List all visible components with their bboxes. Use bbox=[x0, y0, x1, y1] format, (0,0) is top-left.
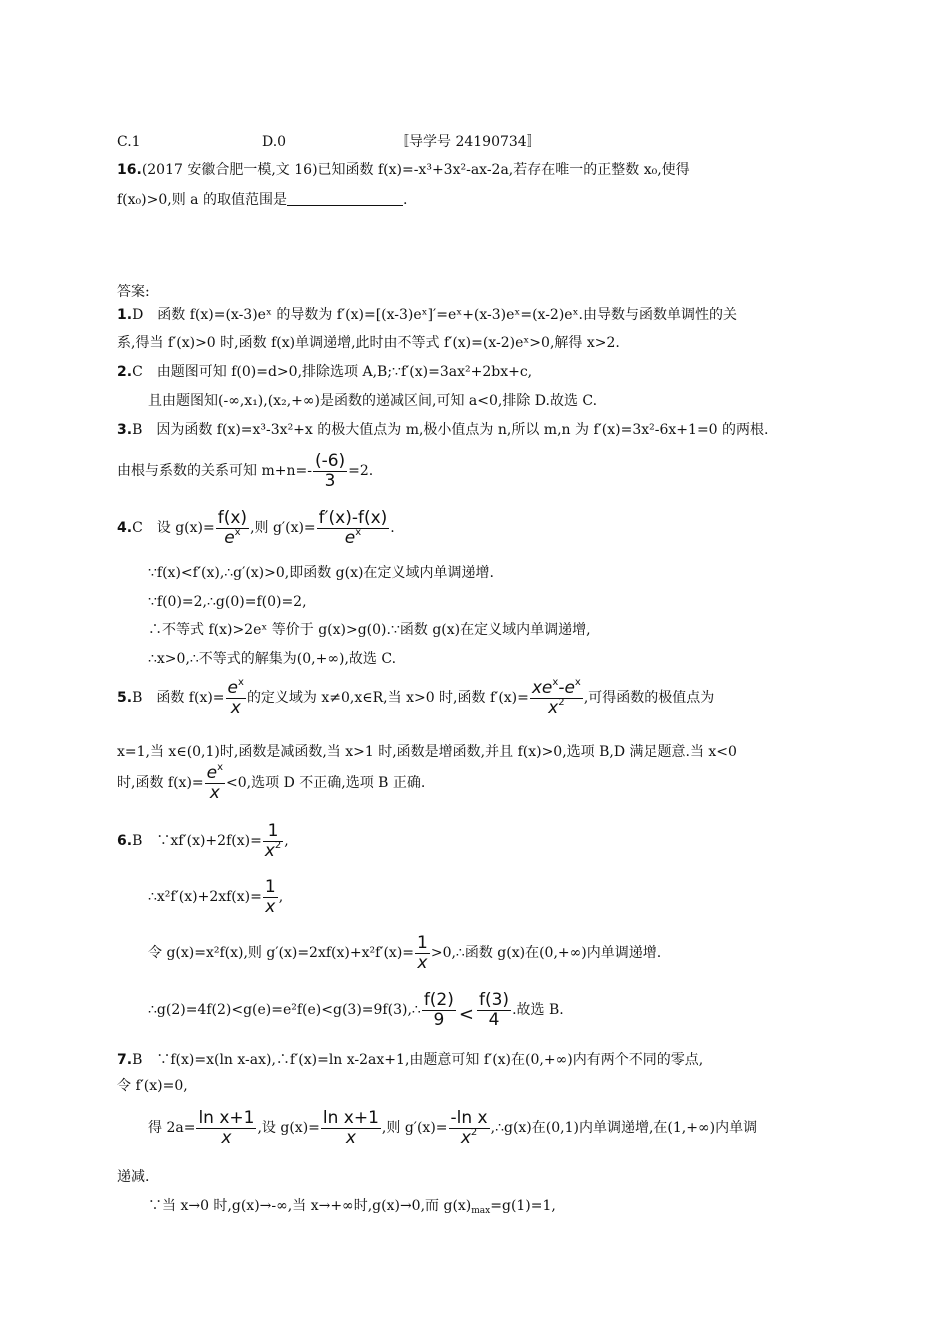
frac-den-base: e bbox=[344, 527, 356, 548]
q16-text1: (2017 安徽合肥一模,文 16)已知函数 f(x)=-x³+3x²-ax-2a,若存在唯一的正整数 x₀,使得 bbox=[141, 162, 690, 178]
answer-5-l3-post: <0,选项 D 不正确,选项 B 正确. bbox=[226, 775, 426, 791]
answer-6-l2-pre: ∴x²f′(x)+2xf(x)= bbox=[148, 889, 262, 905]
frac-num: ln x+1 bbox=[198, 1107, 255, 1128]
frac-num bbox=[226, 676, 246, 699]
answer-5-pre: B 函数 f(x)= bbox=[132, 690, 225, 706]
fraction-f2-over-9 bbox=[422, 991, 456, 1030]
answer-7-line1 bbox=[117, 1050, 703, 1070]
frac-den-var: x bbox=[264, 840, 275, 861]
fraction-f3-over-4 bbox=[477, 991, 511, 1030]
frac-num-exp-a: x bbox=[552, 676, 559, 688]
answer-5-end: ,可得函数的极值点为 bbox=[583, 690, 715, 706]
fraction-1-over-x-2 bbox=[415, 934, 430, 973]
frac-num: ln x+1 bbox=[322, 1107, 379, 1128]
answer-4-line1 bbox=[117, 505, 395, 551]
answer-5-line3 bbox=[117, 760, 425, 806]
fraction-derivative-ex-over-x bbox=[530, 676, 583, 718]
frac-den bbox=[226, 699, 246, 718]
frac-num: f(3) bbox=[478, 989, 510, 1010]
frac-den bbox=[196, 1129, 256, 1148]
answer-7-line2: 令 f′(x)=0, bbox=[117, 1078, 188, 1094]
answer-7-l5-post: =g(1)=1, bbox=[490, 1198, 556, 1214]
fraction-fx-over-ex bbox=[216, 509, 249, 548]
answer-blank bbox=[287, 191, 403, 206]
answer-6-l1-pre: B ∵xf′(x)+2f(x)= bbox=[132, 833, 262, 849]
frac-den: 3 bbox=[324, 470, 336, 491]
answer-4-line4: ∴不等式 f(x)>2eˣ 等价于 g(x)>g(0).∵函数 g(x)在定义域内单调递增, bbox=[148, 622, 591, 638]
answer-4-line2: ∵f(x)<f′(x),∴g′(x)>0,即函数 g(x)在定义域内单调递增. bbox=[148, 565, 494, 581]
answer-3-pre: 由根与系数的关系可知 m+n=- bbox=[117, 463, 312, 479]
answer-3-text1: B 因为函数 f(x)=x³-3x²+x 的极大值点为 m,极小值点为 n,所以 m,n 为 f′(x)=3x²-6x+1=0 的两根. bbox=[132, 422, 769, 438]
frac-num bbox=[530, 676, 583, 699]
answer-7-l3-post: ,∴g(x)在(0,1)内单调递增,在(1,+∞)内单调 bbox=[490, 1120, 758, 1136]
frac-num: 1 bbox=[264, 876, 276, 897]
answer-7-l5-sub: max bbox=[471, 1206, 491, 1216]
answer-6-number: 6. bbox=[117, 833, 133, 849]
frac-den-exp: 2 bbox=[470, 1126, 478, 1138]
answer-4-line3: ∵f(0)=2,∴g(0)=f(0)=2, bbox=[148, 594, 307, 610]
fraction-derivative-quotient bbox=[317, 509, 390, 548]
answer-6-line2 bbox=[148, 874, 283, 920]
fraction-neg6-over-3 bbox=[313, 452, 347, 491]
frac-num: f′(x)-f(x) bbox=[318, 507, 388, 528]
frac-num-exp-b: x bbox=[574, 676, 581, 688]
answer-6-l4-post: .故选 B. bbox=[512, 1002, 564, 1018]
answer-4-line5: ∴x>0,∴不等式的解集为(0,+∞),故选 C. bbox=[148, 651, 397, 667]
answer-6-line4 bbox=[148, 987, 564, 1038]
answer-5-line2: x=1,当 x∈(0,1)时,函数是减函数,当 x>1 时,函数是增函数,并且 f(x)>0,选项 B,D 满足题意.当 x<0 bbox=[117, 744, 737, 760]
answer-5-line1 bbox=[117, 675, 714, 721]
q16-line2 bbox=[117, 190, 407, 210]
fraction-1-over-x2 bbox=[263, 822, 283, 861]
answer-1-text1: D 函数 f(x)=(x-3)eˣ 的导数为 f′(x)=[(x-3)eˣ]′=eˣ+(x-3)eˣ=(x-2)eˣ.由导数与函数单调性的关 bbox=[132, 307, 737, 323]
answer-1-line1 bbox=[117, 305, 737, 325]
frac-den bbox=[263, 839, 283, 861]
answer-2-line2: 且由题图知(-∞,x₁),(x₂,+∞)是函数的递减区间,可知 a<0,排除 D.故选 C. bbox=[148, 393, 598, 409]
answer-7-l3-pre: 得 2a= bbox=[148, 1120, 196, 1136]
frac-den-var: x bbox=[548, 697, 559, 718]
frac-den bbox=[415, 954, 430, 973]
frac-den-var: x bbox=[265, 896, 276, 917]
answer-6-line1 bbox=[117, 818, 289, 864]
fraction-ex-over-x-2 bbox=[205, 761, 225, 803]
answers-title: 答案: bbox=[117, 284, 150, 300]
frac-num-exp: x bbox=[238, 676, 244, 688]
fraction-lnx-plus-1-over-x-2 bbox=[321, 1109, 381, 1148]
frac-num bbox=[205, 761, 225, 784]
answer-6-l3-pre: 令 g(x)=x²f(x),则 g′(x)=2xf(x)+x²f′(x)= bbox=[148, 945, 415, 961]
frac-num-exp: x bbox=[217, 761, 224, 773]
frac-den-var: x bbox=[345, 1127, 356, 1148]
frac-den bbox=[216, 526, 249, 548]
answer-6-line3 bbox=[148, 930, 661, 976]
answer-7-l5-pre: ∵当 x→0 时,g(x)→-∞,当 x→+∞时,g(x)→0,而 g(x) bbox=[148, 1198, 472, 1214]
frac-num: 1 bbox=[417, 932, 428, 953]
q15-option-d-wrap bbox=[262, 132, 286, 152]
answer-5-number: 5. bbox=[117, 690, 133, 706]
answer-7-l3-mid2: ,则 g′(x)= bbox=[381, 1120, 448, 1136]
answer-3-number: 3. bbox=[117, 422, 133, 438]
frac-den-exp: x bbox=[234, 526, 241, 538]
frac-num-a: xe bbox=[531, 677, 553, 698]
frac-num: (-6) bbox=[314, 450, 346, 471]
answer-7-number: 7. bbox=[117, 1052, 133, 1068]
frac-den bbox=[317, 526, 390, 548]
q16-line1 bbox=[117, 160, 690, 180]
frac-num-b: -e bbox=[558, 677, 575, 698]
frac-den bbox=[449, 1126, 490, 1148]
answer-7-line3 bbox=[148, 1103, 757, 1153]
answer-3-post: =2. bbox=[348, 463, 374, 479]
answer-2-text1: C 由题图可知 f(0)=d>0,排除选项 A,B;∵f′(x)=3ax²+2bx+c, bbox=[132, 364, 533, 380]
answer-6-l2-post: , bbox=[278, 889, 284, 905]
q16-end: . bbox=[402, 192, 408, 208]
frac-den: 4 bbox=[488, 1009, 500, 1030]
answer-4-pre: C 设 g(x)= bbox=[132, 520, 215, 536]
fraction-neg-lnx-over-x2 bbox=[449, 1109, 490, 1148]
option-c: C.1 bbox=[117, 134, 141, 150]
fraction-1-over-x bbox=[263, 878, 278, 917]
frac-den-var: x bbox=[417, 952, 428, 973]
answer-6-l1-post: , bbox=[284, 833, 289, 849]
frac-den-exp: 2 bbox=[558, 696, 565, 708]
answer-3-line1 bbox=[117, 420, 768, 440]
answer-3-line2 bbox=[117, 448, 373, 494]
frac-num-base: e bbox=[206, 762, 218, 783]
guide-number: 〚导学号 24190734〛 bbox=[395, 134, 541, 150]
answer-2-line1 bbox=[117, 362, 532, 382]
answer-4-end: . bbox=[390, 520, 395, 536]
q16-number: 16. bbox=[117, 162, 142, 178]
frac-den-var: x bbox=[460, 1127, 471, 1148]
frac-num-base: e bbox=[227, 677, 239, 698]
answer-6-l3-post: >0,∴函数 g(x)在(0,+∞)内单调递增. bbox=[430, 945, 662, 961]
fraction-lnx-plus-1-over-x bbox=[196, 1109, 256, 1148]
q15-options bbox=[117, 132, 141, 152]
frac-den-var: x bbox=[209, 782, 220, 803]
answer-7-l3-mid1: ,设 g(x)= bbox=[257, 1120, 320, 1136]
answer-1-number: 1. bbox=[117, 307, 133, 323]
frac-den bbox=[530, 696, 583, 718]
frac-den-exp: 2 bbox=[274, 839, 282, 851]
option-d: D.0 bbox=[262, 134, 287, 150]
answer-4-mid: ,则 g′(x)= bbox=[250, 520, 316, 536]
guide-number-wrap bbox=[395, 132, 541, 152]
answer-1-line2: 系,得当 f′(x)>0 时,函数 f(x)单调递增,此时由不等式 f′(x)=(x-2)eˣ>0,解得 x>2. bbox=[117, 335, 620, 351]
answer-4-number: 4. bbox=[117, 520, 133, 536]
answer-6-l4-pre: ∴g(2)=4f(2)<g(e)=e²f(e)<g(3)=9f(3),∴ bbox=[148, 1002, 421, 1018]
frac-den-exp: x bbox=[355, 526, 362, 538]
less-than-sign: < bbox=[458, 1004, 474, 1025]
frac-num: f(x) bbox=[217, 507, 248, 528]
answer-7-line4: 递减. bbox=[117, 1169, 150, 1185]
frac-den bbox=[263, 898, 278, 917]
answer-5-l3-pre: 时,函数 f(x)= bbox=[117, 775, 204, 791]
frac-num: 1 bbox=[263, 822, 283, 842]
frac-den-base: e bbox=[224, 527, 235, 548]
q16-text2: f(x₀)>0,则 a 的取值范围是 bbox=[117, 192, 287, 208]
frac-num: -ln x bbox=[450, 1107, 488, 1128]
fraction-ex-over-x bbox=[226, 676, 246, 718]
answer-2-number: 2. bbox=[117, 364, 133, 380]
frac-den bbox=[321, 1129, 381, 1148]
frac-den bbox=[205, 784, 225, 803]
frac-den: 9 bbox=[433, 1009, 445, 1030]
answer-7-text1: B ∵f(x)=x(ln x-ax),∴f′(x)=ln x-2ax+1,由题意可知 f′(x)在(0,+∞)内有两个不同的零点, bbox=[132, 1052, 704, 1068]
frac-den-var: x bbox=[221, 1127, 232, 1148]
frac-num: f(2) bbox=[423, 989, 454, 1010]
frac-den-var: x bbox=[230, 697, 241, 718]
answer-7-line5 bbox=[148, 1196, 556, 1216]
answer-5-mid: 的定义域为 x≠0,x∈R,当 x>0 时,函数 f′(x)= bbox=[246, 690, 529, 706]
